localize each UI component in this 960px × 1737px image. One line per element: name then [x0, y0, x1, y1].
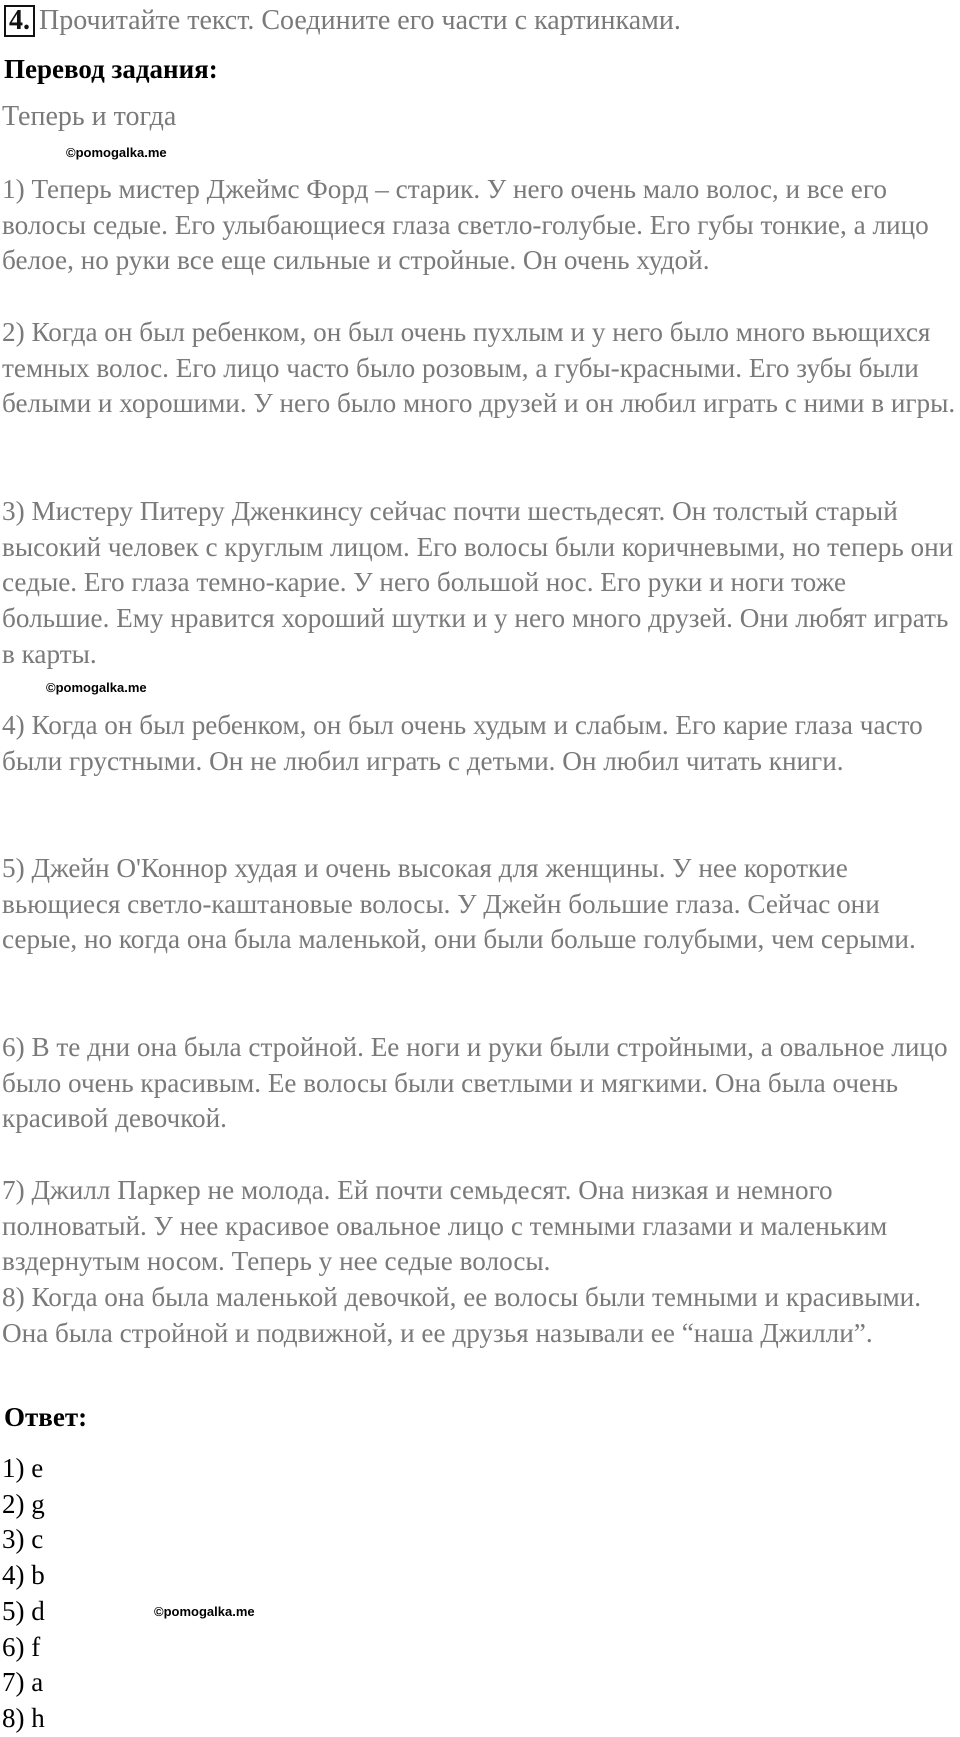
answer-item: 2) g — [2, 1488, 45, 1519]
answer-item: 3) c — [2, 1524, 44, 1555]
translation-heading: Перевод задания: — [4, 54, 218, 84]
answer-heading: Ответ: — [4, 1402, 88, 1432]
answer-item: 5) d — [2, 1595, 45, 1626]
answer-list — [2, 1451, 45, 1737]
answer-item: 1) e — [2, 1453, 44, 1483]
task-number: 4. — [4, 5, 35, 37]
answer-item: 6) f — [2, 1631, 41, 1662]
watermark: ©pomogalka.me — [154, 1604, 255, 1619]
paragraph-1: 1) Теперь мистер Джеймс Форд – старик. У него очень мало волос, и все его волосы седые. Его улыбающиеся глаза светло-голубые. Его губы тонкие, а лицо белое, но руки все еще сильные и стройные. Он очень худой. — [2, 174, 929, 276]
paragraph-4: 4) Когда он был ребенком, он был очень худым и слабым. Его карие глаза часто были грустными. Он не любил играть с детьми. Он любил читать книги. — [2, 710, 923, 776]
task-line — [4, 4, 681, 38]
paragraph-6: 6) В те дни она была стройной. Ее ноги и руки были стройными, а овальное лицо было очень красивым. Ее волосы были светлыми и мягкими. Она была очень красивой девочкой. — [2, 1032, 948, 1134]
answer-item: 8) h — [2, 1702, 45, 1733]
paragraph-3: 3) Мистеру Питеру Дженкинсу сейчас почти шестьдесят. Он толстый старый высокий человек с круглым лицом. Его волосы были коричневыми, но теперь они седые. Его глаза темно-карие. У него большой нос. Его руки и ноги тоже большие. Ему нравится хороший шутки и у него много друзей. Они любят играть в карты. — [2, 496, 954, 669]
watermark: ©pomogalka.me — [46, 680, 147, 695]
answer-item: 7) a — [2, 1667, 44, 1698]
text-title: Теперь и тогда — [2, 101, 177, 132]
paragraph-7: 7) Джилл Паркер не молода. Ей почти семьдесят. Она низкая и немного полноватый. У нее красивое овальное лицо с темными глазами и маленьким вздернутым носом. Теперь у нее седые волосы. — [2, 1175, 888, 1277]
paragraph-8: 8) Когда она была маленькой девочкой, ее волосы были темными и красивыми. Она была стройной и подвижной, и ее друзья называли ее “наша Джилли”. — [2, 1282, 922, 1348]
task-instruction: Прочитайте текст. Соедините его части с картинками. — [39, 5, 681, 36]
paragraph-2: 2) Когда он был ребенком, он был очень пухлым и у него было много вьющихся темных волос. Его лицо часто было розовым, а губы-красными. Его зубы были белыми и хорошими. У него было много друзей и он любил играть с ними в игры. — [2, 317, 956, 419]
answer-item: 4) b — [2, 1560, 45, 1591]
watermark: ©pomogalka.me — [66, 145, 167, 160]
paragraph-5: 5) Джейн О'Коннор худая и очень высокая для женщины. У нее короткие вьющиеся светло-каштановые волосы. У Джейн большие глаза. Сейчас они серые, но когда она была маленькой, они были больше голубыми, чем серыми. — [2, 853, 916, 955]
